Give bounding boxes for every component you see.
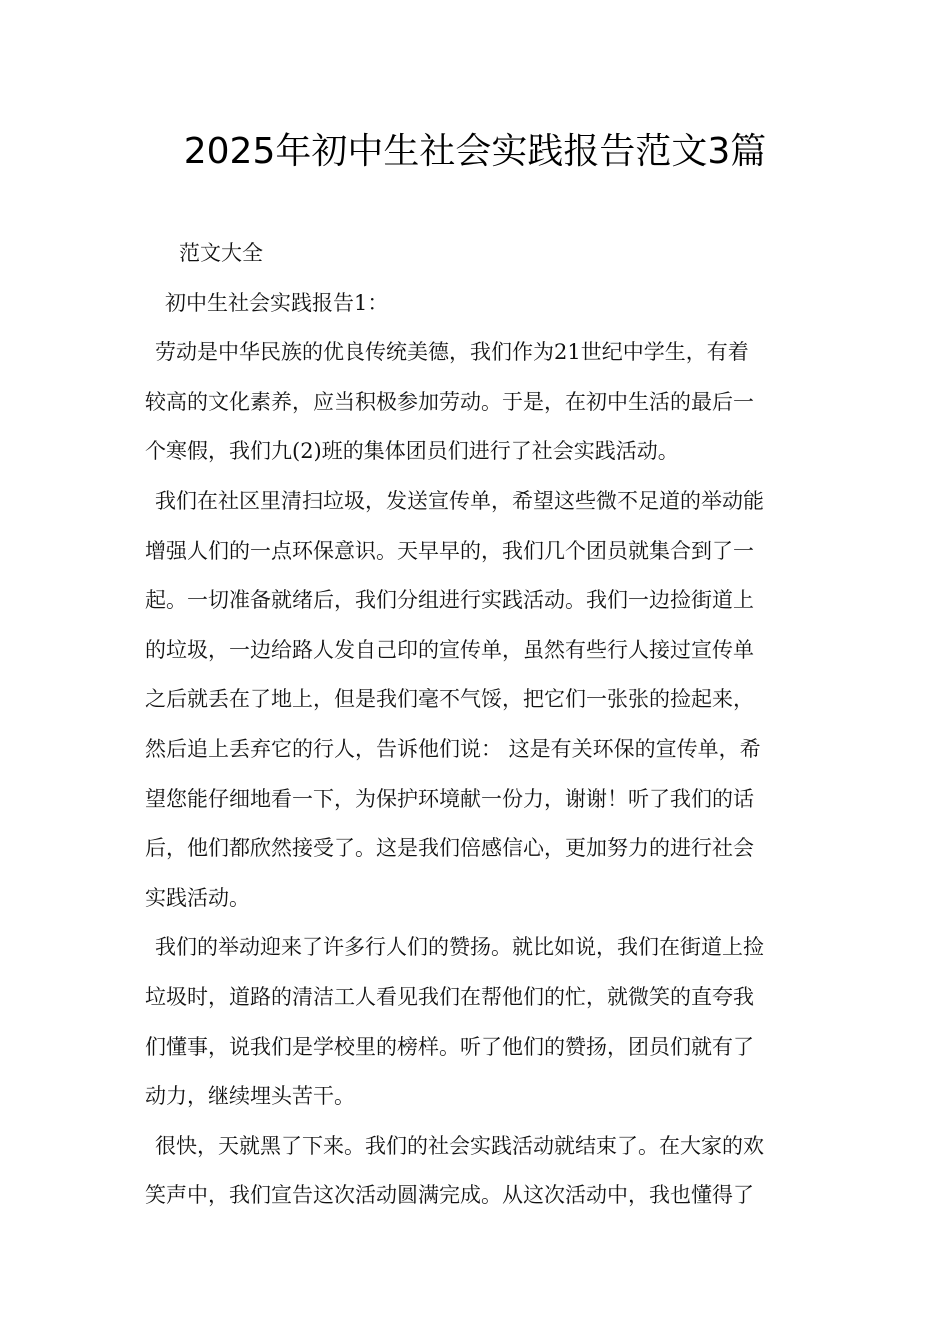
text-line: 起。一切准备就绪后，我们分组进行实践活动。我们一边捡街道上: [145, 588, 754, 613]
text-line: 动力，继续埋头苦干。: [145, 1084, 355, 1109]
text-line: 垃圾时，道路的清洁工人看见我们在帮他们的忙，就微笑的直夸我: [145, 984, 754, 1009]
text-line: 增强人们的一点环保意识。天早早的，我们几个团员就集合到了一: [145, 538, 754, 563]
text-line: 我们的举动迎来了许多行人们的赞扬。就比如说，我们在街道上捡: [155, 935, 764, 960]
text-line: 很快，天就黑了下来。我们的社会实践活动就结束了。在大家的欢: [155, 1133, 764, 1158]
text-line: 范文大全: [179, 241, 263, 265]
text-line: 个寒假，我们九(2)班的集体团员们进行了社会实践活动。: [145, 439, 679, 464]
text-line: 初中生社会实践报告1：: [165, 290, 389, 315]
text-line: 较高的文化素养，应当积极参加劳动。于是，在初中生活的最后一: [145, 389, 754, 414]
document-body: [145, 229, 811, 1221]
text-line: 劳动是中华民族的优良传统美德，我们作为21世纪中学生，有着: [155, 340, 749, 365]
text-line: 我们在社区里清扫垃圾，发送宣传单，希望这些微不足道的举动能: [155, 488, 764, 513]
text-line: 实践活动。: [145, 885, 250, 910]
text-line: 的垃圾，一边给路人发自己印的宣传单，虽然有些行人接过宣传单: [145, 637, 754, 662]
document-title: 2025年初中生社会实践报告范文3篇: [183, 131, 767, 172]
text-line: 笑声中，我们宣告这次活动圆满完成。从这次活动中，我也懂得了: [145, 1183, 754, 1208]
text-line: 望您能仔细地看一下，为保护环境献一份力，谢谢！听了我们的话: [145, 786, 754, 811]
text-line: 后，他们都欣然接受了。这是我们倍感信心，更加努力的进行社会: [145, 836, 754, 861]
text-line: 们懂事，说我们是学校里的榜样。听了他们的赞扬，团员们就有了: [145, 1034, 754, 1059]
text-line: 之后就丢在了地上，但是我们毫不气馁，把它们一张张的捡起来，: [145, 687, 754, 712]
text-line: 然后追上丢弃它的行人，告诉他们说： 这是有关环保的宣传单，希: [145, 736, 761, 761]
